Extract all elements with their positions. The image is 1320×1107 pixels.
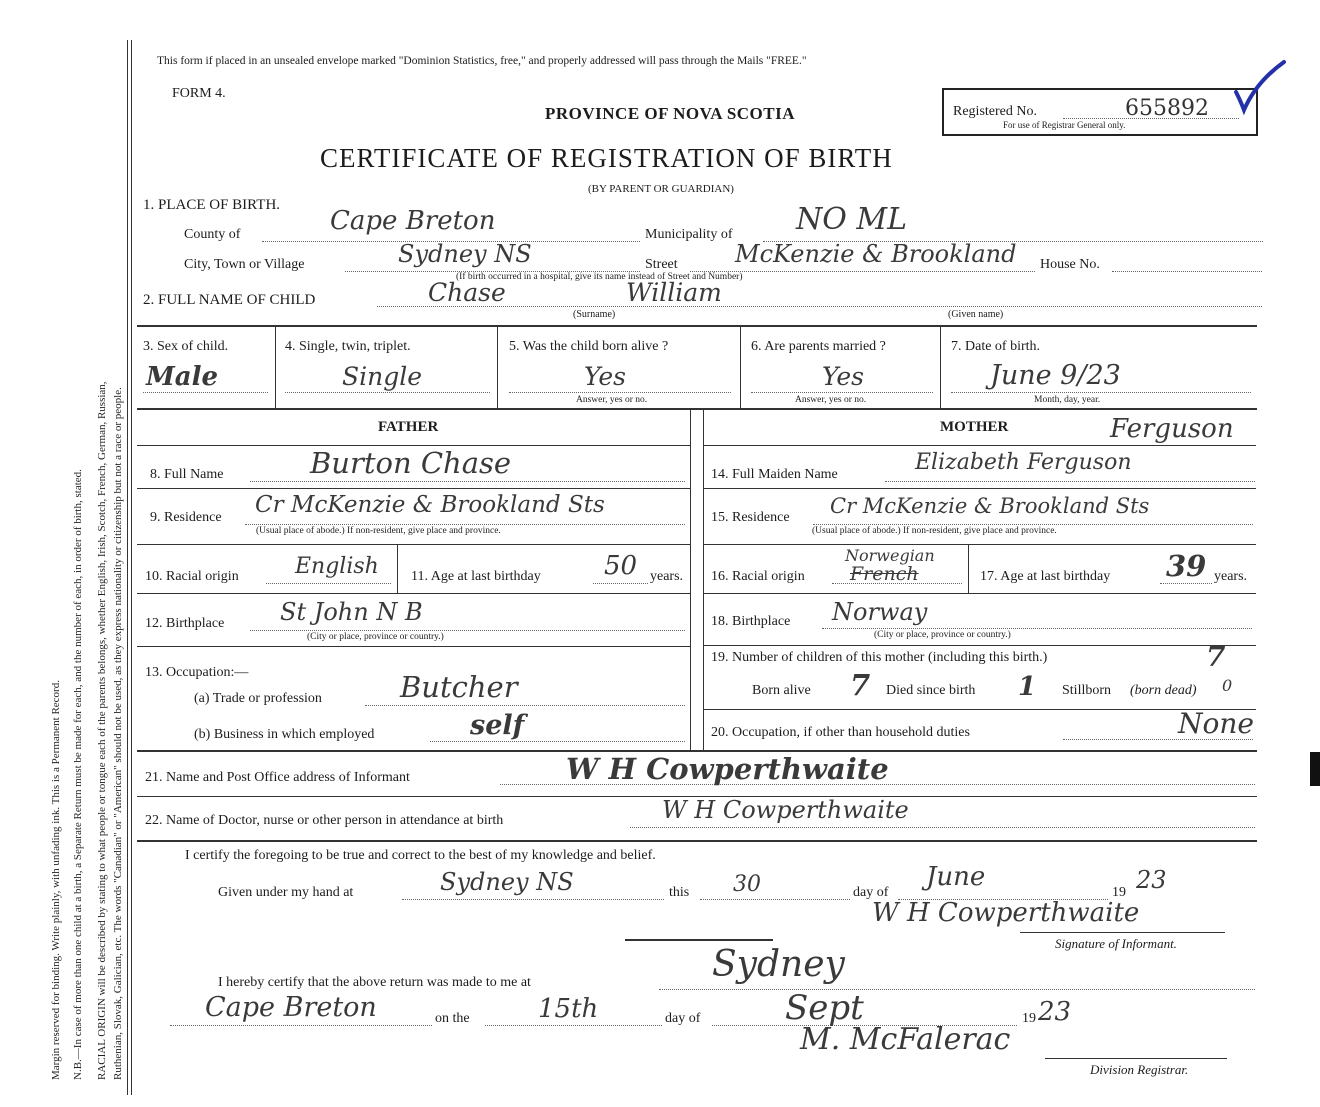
child-surname-value: Chase xyxy=(428,278,506,307)
born-alive-count-label: Born alive xyxy=(752,683,811,698)
certify-day-of-label: day of xyxy=(853,885,889,900)
sex-label: 3. Sex of child. xyxy=(143,339,229,354)
mother-occupation-value: None xyxy=(1178,707,1254,740)
mother-birthplace-label: 18. Birthplace xyxy=(711,614,791,629)
plurality-value: Single xyxy=(342,362,423,391)
municipality-label: Municipality of xyxy=(645,227,733,242)
certify-statement: I certify the foregoing to be true and correct to the best of my knowledge and belief. xyxy=(185,848,656,863)
margin-note-4: Ruthenian, Slovak, Galician, etc. The words "Canadian" or "American" should not be used, as they express nationality or citizenship but not a race or people. xyxy=(112,387,124,1080)
mother-abode-caption: (Usual place of abode.) If non-resident, give place and province. xyxy=(812,526,1057,536)
father-name-value: Burton Chase xyxy=(310,446,512,480)
mother-residence-value: Cr McKenzie & Brookland Sts xyxy=(830,494,1150,518)
father-years-label: years. xyxy=(650,569,684,584)
mother-occupation-label: 20. Occupation, if other than household duties xyxy=(711,725,970,740)
certificate-subtitle: (BY PARENT OR GUARDIAN) xyxy=(588,183,734,195)
sex-value: Male xyxy=(146,362,219,392)
father-birthplace-value: St John N B xyxy=(280,598,423,626)
checkmark-icon xyxy=(1232,58,1292,118)
died-since-birth-label: Died since birth xyxy=(886,683,976,698)
parents-married-caption: Answer, yes or no. xyxy=(795,395,867,405)
given-name-caption: (Given name) xyxy=(948,309,1004,320)
mother-birthplace-value: Norway xyxy=(832,598,928,626)
parents-married-label: 6. Are parents married ? xyxy=(751,339,886,354)
mother-birthplace-caption: (City or place, province or country.) xyxy=(874,630,1011,640)
born-alive-value: Yes xyxy=(584,362,626,391)
mother-residence-label: 15. Residence xyxy=(711,510,790,525)
margin-note-2: N.B.—In case of more than one child at a birth, a Separate Return must be made for each, and the number of each, in order of birth, stated. xyxy=(72,469,84,1080)
father-age-label: 11. Age at last birthday xyxy=(411,569,541,584)
binding-rule xyxy=(127,40,128,1095)
date-of-birth-label: 7. Date of birth. xyxy=(951,339,1041,354)
registrar-year-value: 23 xyxy=(1038,997,1072,1027)
county-value: Cape Breton xyxy=(330,206,496,236)
registrar-on-the-label: on the xyxy=(435,1011,470,1026)
father-birthplace-label: 12. Birthplace xyxy=(145,616,225,631)
registrar-use-note: For use of Registrar General only. xyxy=(1003,120,1126,130)
municipality-value: NO ML xyxy=(796,202,908,237)
died-since-birth-value: 1 xyxy=(1018,672,1037,702)
date-of-birth-caption: Month, day, year. xyxy=(1034,395,1101,405)
father-occupation-label: 13. Occupation:— xyxy=(145,665,249,680)
informant-value: W H Cowperthwaite xyxy=(566,752,889,786)
mother-age-value: 39 xyxy=(1166,549,1207,583)
surname-caption: (Surname) xyxy=(573,309,616,320)
mother-years-label: years. xyxy=(1214,569,1248,584)
doctor-value: W H Cowperthwaite xyxy=(662,796,909,824)
informant-label: 21. Name and Post Office address of Informant xyxy=(145,770,410,785)
father-racial-label: 10. Racial origin xyxy=(145,569,239,584)
city-label: City, Town or Village xyxy=(184,257,305,272)
county-label: County of xyxy=(184,227,241,242)
certify-year-value: 23 xyxy=(1136,866,1167,894)
father-trade-value: Butcher xyxy=(400,670,518,704)
registrar-day-value: 15th xyxy=(538,994,599,1024)
province-heading: PROVINCE OF NOVA SCOTIA xyxy=(545,104,796,123)
place-of-birth-heading: 1. PLACE OF BIRTH. xyxy=(143,197,281,213)
father-business-value: self xyxy=(470,710,525,741)
born-alive-label: 5. Was the child born alive ? xyxy=(509,339,669,354)
father-birthplace-caption: (City or place, province or country.) xyxy=(307,632,444,642)
registrar-place-value: Sydney xyxy=(712,944,845,985)
registrar-day-of-label: day of xyxy=(665,1011,701,1026)
mother-racial-value: Norwegian xyxy=(845,546,935,565)
born-alive-count-value: 7 xyxy=(850,668,871,702)
mother-maiden-name-correction: Ferguson xyxy=(1110,414,1234,444)
father-racial-value: English xyxy=(295,554,379,579)
house-no-label: House No. xyxy=(1040,257,1100,272)
margin-note-3: RACIAL ORIGIN will be described by stating to what people or tongue each of the parents belongs, whether English, Irish, Scotch, French, German, Russian, xyxy=(96,381,108,1080)
born-alive-caption: Answer, yes or no. xyxy=(576,395,648,405)
stillborn-caption: (born dead) xyxy=(1130,683,1197,698)
father-trade-label: (a) Trade or profession xyxy=(194,691,322,706)
registrar-signature-caption: Division Registrar. xyxy=(1090,1062,1189,1077)
registrar-year-prefix: 19 xyxy=(1022,1011,1036,1026)
city-value: Sydney NS xyxy=(398,240,532,268)
certify-year-prefix: 19 xyxy=(1112,885,1126,900)
informant-signature: W H Cowperthwaite xyxy=(872,898,1140,928)
stillborn-label: Stillborn xyxy=(1062,683,1112,698)
mother-name-label: 14. Full Maiden Name xyxy=(711,467,838,482)
doctor-label: 22. Name of Doctor, nurse or other person in attendance at birth xyxy=(145,813,504,828)
registrar-county-value: Cape Breton xyxy=(205,992,377,1023)
certify-month-value: June xyxy=(926,862,986,892)
stillborn-value: 0 xyxy=(1222,676,1233,695)
mail-notice: This form if placed in an unsealed envelope marked "Dominion Statistics, free," and properly addressed will pass through the Mails "FREE." xyxy=(157,55,807,67)
date-of-birth-value: June 9/23 xyxy=(990,360,1121,391)
children-count-value: 7 xyxy=(1206,640,1226,673)
this-label: this xyxy=(669,885,690,900)
parents-married-value: Yes xyxy=(822,362,864,391)
informant-signature-caption: Signature of Informant. xyxy=(1055,936,1177,951)
father-abode-caption: (Usual place of abode.) If non-resident, give place and province. xyxy=(256,526,501,536)
given-at-label: Given under my hand at xyxy=(218,885,354,900)
registered-no-label: Registered No. xyxy=(953,104,1037,119)
edge-mark xyxy=(1310,752,1320,786)
father-name-label: 8. Full Name xyxy=(150,467,224,482)
plurality-label: 4. Single, twin, triplet. xyxy=(285,339,411,354)
registered-no-value: 655892 xyxy=(1125,96,1209,121)
binding-rule-inner xyxy=(131,40,132,1095)
father-residence-label: 9. Residence xyxy=(150,510,222,525)
street-label: Street xyxy=(645,257,678,272)
father-age-value: 50 xyxy=(604,551,638,581)
registrar-month-value: Sept xyxy=(785,988,864,1028)
mother-heading: MOTHER xyxy=(940,419,1009,435)
registrar-statement: I hereby certify that the above return was made to me at xyxy=(218,975,531,990)
father-heading: FATHER xyxy=(378,419,439,435)
child-name-label: 2. FULL NAME OF CHILD xyxy=(143,292,316,308)
child-given-value: William xyxy=(626,278,722,307)
hospital-note: (If birth occurred in a hospital, give its name instead of Street and Number) xyxy=(456,272,743,282)
form-number: FORM 4. xyxy=(172,86,226,101)
margin-note-1: Margin reserved for binding. Write plainly, with unfading ink. This is a Permanent Record. xyxy=(50,680,62,1080)
street-value: McKenzie & Brookland xyxy=(735,240,1017,268)
mother-racial-label: 16. Racial origin xyxy=(711,569,805,584)
given-at-place: Sydney NS xyxy=(440,868,574,896)
certify-day-value: 30 xyxy=(733,872,761,897)
father-business-label: (b) Business in which employed xyxy=(194,727,375,742)
children-count-label: 19. Number of children of this mother (including this birth.) xyxy=(711,650,1048,665)
mother-name-value: Elizabeth Ferguson xyxy=(915,450,1132,475)
certificate-title: CERTIFICATE OF REGISTRATION OF BIRTH xyxy=(320,143,893,173)
father-residence-value: Cr McKenzie & Brookland Sts xyxy=(255,492,605,518)
registrar-signature: M. McFalerac xyxy=(800,1022,1011,1057)
mother-racial-struck: French xyxy=(850,563,919,585)
mother-age-label: 17. Age at last birthday xyxy=(980,569,1111,584)
